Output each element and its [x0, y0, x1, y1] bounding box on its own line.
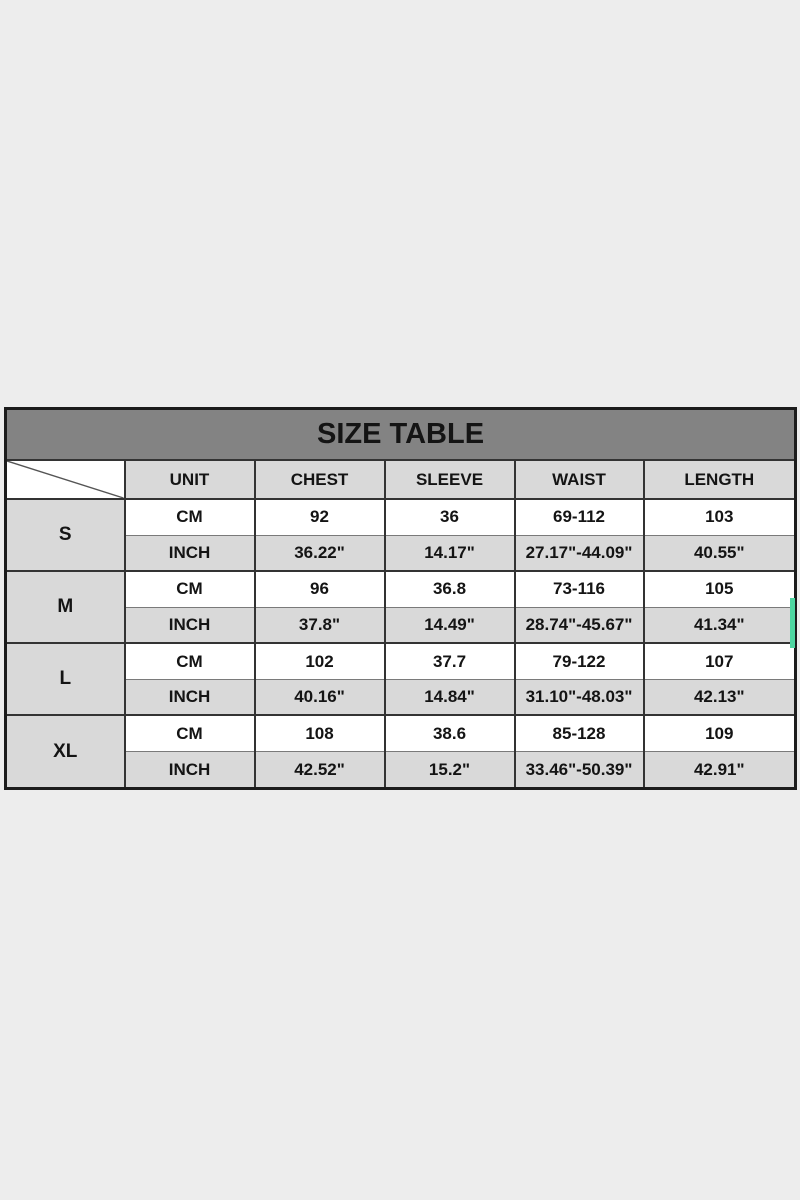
unit-cell: INCH	[125, 679, 255, 715]
size-label-s: S	[6, 499, 125, 571]
measurement-cell: 14.84"	[385, 679, 515, 715]
unit-cell: INCH	[125, 535, 255, 571]
measurement-cell: 28.74"-45.67"	[515, 607, 644, 643]
measurement-cell: 85-128	[515, 715, 644, 751]
table-row	[6, 679, 796, 715]
measurement-cell: 69-112	[515, 499, 644, 535]
measurement-cell: 33.46"-50.39"	[515, 752, 644, 789]
measurement-cell: 14.17"	[385, 535, 515, 571]
size-label-m: M	[6, 571, 125, 643]
measurement-cell: 38.6	[385, 715, 515, 751]
measurement-cell: 73-116	[515, 571, 644, 607]
measurement-cell: 42.52"	[255, 752, 385, 789]
column-header-chest: CHEST	[255, 460, 385, 499]
size-table	[4, 407, 797, 790]
unit-cell: INCH	[125, 752, 255, 789]
measurement-cell: 42.91"	[644, 752, 796, 789]
table-row	[6, 715, 796, 751]
measurement-cell: 41.34"	[644, 607, 796, 643]
measurement-cell: 37.7	[385, 643, 515, 679]
table-title: SIZE TABLE	[6, 409, 796, 461]
column-header-unit: UNIT	[125, 460, 255, 499]
table-row	[6, 607, 796, 643]
header-row	[6, 460, 796, 499]
unit-cell: CM	[125, 715, 255, 751]
table-row	[6, 535, 796, 571]
measurement-cell: 109	[644, 715, 796, 751]
measurement-cell: 14.49"	[385, 607, 515, 643]
column-header-length: LENGTH	[644, 460, 796, 499]
measurement-cell: 40.55"	[644, 535, 796, 571]
measurement-cell: 31.10"-48.03"	[515, 679, 644, 715]
unit-cell: CM	[125, 499, 255, 535]
table-row	[6, 752, 796, 789]
measurement-cell: 27.17"-44.09"	[515, 535, 644, 571]
measurement-cell: 42.13"	[644, 679, 796, 715]
teal-edge-artifact	[790, 598, 795, 648]
table-row	[6, 643, 796, 679]
measurement-cell: 108	[255, 715, 385, 751]
measurement-cell: 36.22"	[255, 535, 385, 571]
unit-cell: CM	[125, 643, 255, 679]
measurement-cell: 103	[644, 499, 796, 535]
measurement-cell: 36	[385, 499, 515, 535]
table-row	[6, 499, 796, 535]
diagonal-line-icon	[7, 461, 124, 498]
measurement-cell: 79-122	[515, 643, 644, 679]
measurement-cell: 102	[255, 643, 385, 679]
unit-cell: INCH	[125, 607, 255, 643]
measurement-cell: 92	[255, 499, 385, 535]
size-label-l: L	[6, 643, 125, 715]
measurement-cell: 36.8	[385, 571, 515, 607]
measurement-cell: 15.2"	[385, 752, 515, 789]
measurement-cell: 40.16"	[255, 679, 385, 715]
diagonal-cell	[6, 460, 125, 499]
table-row	[6, 571, 796, 607]
measurement-cell: 96	[255, 571, 385, 607]
column-header-waist: WAIST	[515, 460, 644, 499]
measurement-cell: 105	[644, 571, 796, 607]
size-label-xl: XL	[6, 715, 125, 788]
measurement-cell: 37.8"	[255, 607, 385, 643]
column-header-sleeve: SLEEVE	[385, 460, 515, 499]
measurement-cell: 107	[644, 643, 796, 679]
title-row	[6, 409, 796, 461]
unit-cell: CM	[125, 571, 255, 607]
